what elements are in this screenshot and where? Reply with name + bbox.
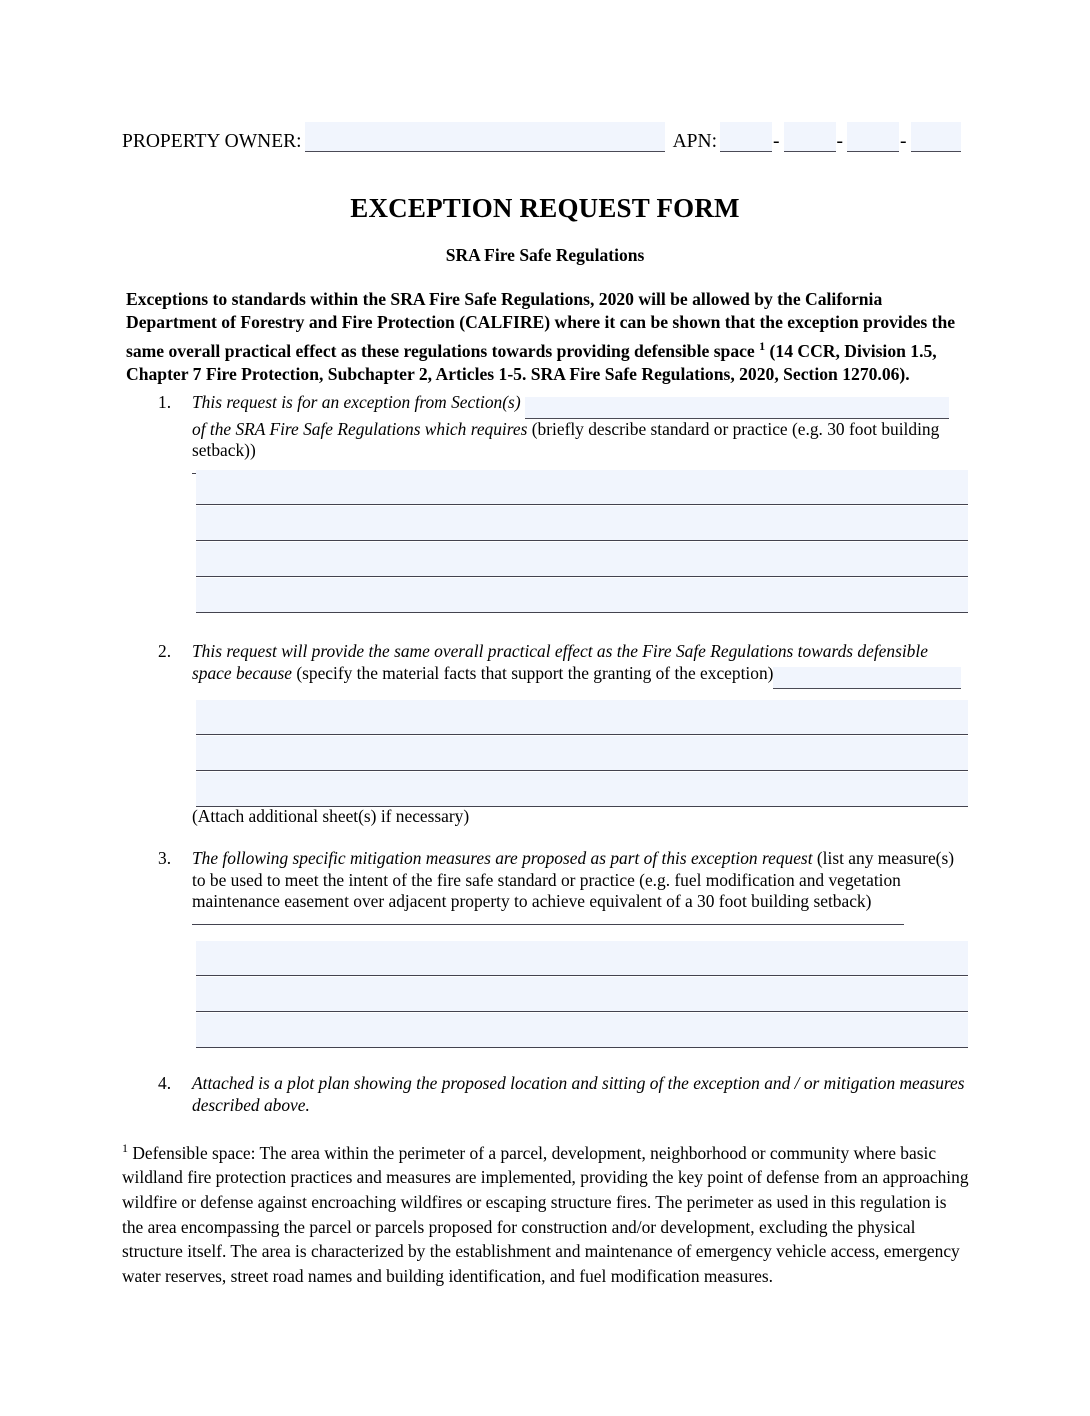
document-title: EXCEPTION REQUEST FORM: [350, 193, 740, 223]
intro-text-part2: (14 CCR, Division 1.5, Chapter 7 Fire Protection, Subchapter 2, Articles 1-5. SRA Fire Safe Regulations, 2020, Section 1270.06).: [126, 340, 937, 385]
item-1-italic-lead: This request is for an exception from Section(s): [192, 392, 521, 412]
item-1-italic-cont: of the SRA Fire Safe Regulations which requires: [192, 418, 528, 439]
list-item-3: [158, 848, 968, 934]
intro-text-part1: Exceptions to standards within the SRA Fire Safe Regulations, 2020 will be allowed by the California Department of Forestry and Fire Protection (CALFIRE) where it can be shown that the exception provides the same overall practical effect as these regulations towards providing defensible space: [126, 289, 956, 361]
item-1-answer-lines: [196, 470, 968, 614]
footnote-marker: 1: [122, 1141, 128, 1155]
item-2-answer-line-2[interactable]: [196, 736, 968, 771]
item-3-roman-cont: (list any measure(s) to be used to meet the intent of the fire safe standard or practice (e.g. fuel modification and vegetation maintenance easement over adjacent property to achieve equivalent of a 30 foot building setback): [192, 848, 955, 912]
item-4-body: [192, 1073, 968, 1116]
list-item-4: [158, 1073, 968, 1116]
item-2-answer-lines: [196, 700, 968, 808]
item-1-roman-cont: (briefly describe standard or practice (e.g. 30 foot building setback)): [192, 418, 940, 461]
apn-input-1[interactable]: [720, 122, 772, 152]
item-1-section-input[interactable]: [525, 397, 949, 419]
item-1-answer-line-4[interactable]: [196, 578, 968, 613]
apn-input-4[interactable]: [911, 122, 961, 152]
item-2-body: [192, 641, 968, 689]
item-2-answer-line-3[interactable]: [196, 772, 968, 807]
item-3-body: [192, 848, 968, 934]
item-3-italic-lead: The following specific mitigation measures are proposed as part of this exception request: [192, 848, 813, 868]
item-3-answer-line-3[interactable]: [196, 1013, 968, 1048]
item-1-answer-line-3[interactable]: [196, 542, 968, 577]
apn-input-3[interactable]: [847, 122, 899, 152]
item-2-inline-input[interactable]: [773, 667, 961, 689]
item-3-trailing-rule: [192, 924, 904, 925]
footnote-defensible-space: [122, 1136, 972, 1288]
apn-separator-3: -: [900, 130, 907, 152]
item-4-number: 4.: [158, 1073, 172, 1093]
apn-separator-2: -: [836, 130, 844, 152]
item-3-answer-line-2[interactable]: [196, 977, 968, 1012]
apn-label: APN:: [672, 130, 718, 152]
attach-additional-sheets-note: (Attach additional sheet(s) if necessary): [192, 806, 470, 826]
footnote-text: Defensible space: The area within the perimeter of a parcel, development, neighborhood or community where basic wildland fire protection practices and measures are implemented, providing the key point of defense from an approaching wildfire or defense against encroaching wildfires or escaping structure fires. The perimeter as used in this regulation is the area encompassing the parcel or parcels proposed for construction and/or development, excluding the physical structure itself. The area is characterized by the establishment and maintenance of emergency vehicle access, emergency water reserves, street road names and building identification, and fuel modification measures.: [122, 1142, 969, 1286]
header-fields-row: [122, 122, 968, 152]
document-subtitle: SRA Fire Safe Regulations: [445, 245, 645, 265]
list-item-2: [158, 641, 968, 689]
item-2-answer-line-1[interactable]: [196, 700, 968, 735]
item-2-number: 2.: [158, 641, 172, 661]
property-owner-label: PROPERTY OWNER:: [122, 130, 302, 152]
intro-paragraph: [126, 288, 972, 386]
property-owner-input[interactable]: [305, 122, 665, 152]
item-1-answer-line-2[interactable]: [196, 506, 968, 541]
item-2-italic-lead: This request will provide the same overall practical effect as the Fire Safe Regulations towards defensible space because: [192, 641, 928, 683]
intro-footnote-marker: 1: [759, 338, 766, 353]
apn-separator-1: -: [773, 130, 780, 152]
item-3-answer-lines: [196, 941, 968, 1049]
item-1-number: 1.: [158, 392, 172, 412]
item-1-answer-line-1[interactable]: [196, 470, 968, 505]
item-3-answer-line-1[interactable]: [196, 941, 968, 976]
item-3-number: 3.: [158, 848, 172, 868]
item-4-italic-lead: Attached is a plot plan showing the proposed location and sitting of the exception and / or mitigation measures described above.: [192, 1073, 965, 1115]
apn-input-2[interactable]: [784, 122, 836, 152]
item-2-roman-cont: (specify the material facts that support the granting of the exception): [296, 662, 774, 683]
